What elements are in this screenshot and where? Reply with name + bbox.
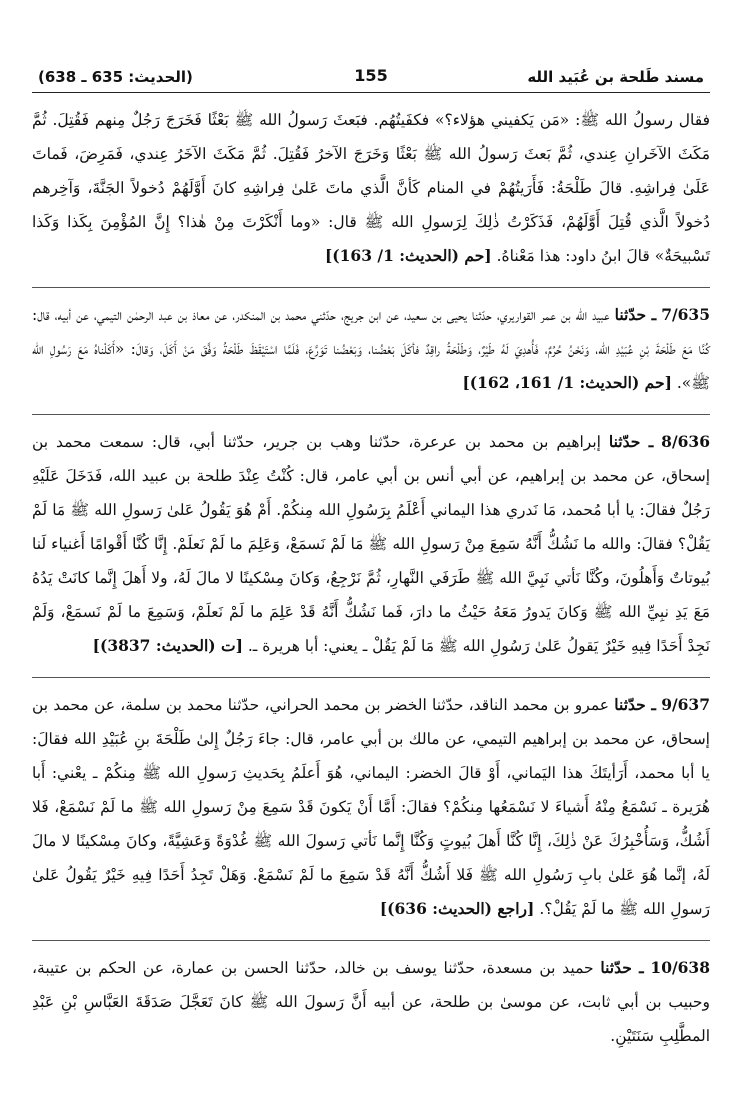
hadith-number: 10/638 <box>650 958 710 977</box>
hadith-entry-635 <box>32 287 710 400</box>
hadith-number: 7/635 <box>661 305 711 324</box>
hadith-number: 8/636 <box>661 432 710 451</box>
hadith-number: 9/637 <box>661 695 711 714</box>
hadith-text: عمرو بن محمد الناقد، حدّثنا الخضر بن محمد الحراني، حدّثنا محمد بن سلمة، عن محمد بن إسحاق، عن محمد بن إبراهيم التيمي، عن مالك بن أبي عامر، قال: جاءَ رَجُلٌ إِلىٰ طَلْحَةَ بنِ عُبَيْدِ الله فقالَ: يا أبا محمد، أَرَأيتَكَ هذا اليَماني، أَوْ قالَ الخضر: اليماني، هُوَ أَعلَمُ بِحَديثِ رَسولِ الله ﷺ مِنكُمْ ـ يعْني: أَبا هُرَيرة ـ نَسْمَعُ مِنْهُ أَشياءَ لا نَسْمَعُها مِنكُمْ؟ فقالَ: أَمَّا أَنْ يَكونَ قَدْ سَمِعَ مِنْ رَسولِ الله ﷺ ما لَمْ نَسْمَعْ، فَلا أَشُكُّ، وَسَأُخْبِرُكَ عَنْ ذٰلِكَ، إِنَّا كُنَّا أَهلَ بُيوتٍ وَكُنَّا إِنَّما نَأتي رَسولَ الله ﷺ غُدْوَةً وَعَشِيَّةً، وكانَ مِسْكينًا لا مالَ لَهُ، إنَّما هُوَ عَلىٰ بابِ رَسُولِ الله ﷺ فَلا أَشُكُّ أَنَّهُ قَدْ سَمِعَ ما لَمْ نَسْمَعْ. وَهَلْ تَجِدُ أَحَدًا فِيهِ خَيْرٌ يَقُولُ عَلىٰ رَسولِ الله ﷺ ما لَمْ يَقُلْ؟. <box>32 696 710 918</box>
intro-continuation <box>32 103 710 273</box>
page-header <box>32 62 710 93</box>
narration-lead: ـ حدّثنا <box>600 958 644 977</box>
hadith-text: إبراهيم بن محمد بن عرعرة، حدّثنا وهب بن جرير، حدّثنا أبي، قال: سمعت محمد بن إسحاق، عن محمد بن إبراهيم، عن أبي أنس بن أبي عامر، قال: كُنْتُ عِنْدَ طلحة بن عبيد الله، فَدَخَلَ عَلَيْهِ رَجُلٌ فقالَ: يا أبا مُحمد، مَا نَدري هذا اليماني أَعْلَمُ بِرَسُولِ الله مِنكُمْ. أَمْ هُوَ يَقُولُ عَلىٰ رَسولِ الله ﷺ مَا لَمْ يَقُلْ؟ فقالَ: والله ما نَشُكُّ أَنَّهُ سَمِعَ مِنْ رَسولِ الله ﷺ مَا لَمْ نَسمَعْ، وَعَلِمَ ما لَمْ نَعلَمْ. إِنَّا كُنَّا أَقْوامًا أَغنياء لَنا بُيوتاتٌ وَأَهلُونَ، وكُنَّا نَأتي نَبِيَّ الله ﷺ طَرَفَي النَّهارِ، ثُمَّ نَرْجِعُ، وَكانَ مِسْكينًا لا مالَ لَهُ، ولا أَهلَ إِنَّما كانَتْ يَدُهُ مَعَ يَدِ نبِيِّ الله ﷺ وَكانَ يَدورُ مَعَهُ حَيْثُ ما دارَ، فَما نَشُكُّ أَنَّهُ قَدْ عَلِمَ ما لَمْ نَعلَمْ، وَسَمِعَ ما لَمْ نَسمَعْ، وَلَمْ نَجِدْ أَحَدًا فِيهِ خَيْرٌ يَقولُ عَلىٰ رَسُولِ الله ﷺ مَا لَمْ يَقُلْ ـ يعني: أبا هريرة ـ. <box>32 433 710 655</box>
hadith-entry-638 <box>32 940 710 1053</box>
page-number: 155 <box>354 66 388 85</box>
hadith-reference: [ت (الحديث: 3837)] <box>92 636 243 655</box>
paragraph <box>32 298 710 400</box>
narration-lead: ـ حدّثنا <box>614 305 657 324</box>
narration-lead: ـ حدّثنا <box>608 432 654 451</box>
hadith-reference: [راجع (الحديث: 636)] <box>379 899 535 918</box>
paragraph <box>32 951 710 1053</box>
hadith-text: حميد بن مسعدة، حدّثنا يوسف بن خالد، حدّثنا الحسن بن عمارة، عن الحكم بن عتيبة، وحبيب بن أبي ثابت، عن موسىٰ بن طلحة، عن أبيه أَنَّ رَسولَ الله ﷺ كانَ تَعَجَّلَ صَدَقَةَ العَبَّاسِ بْنِ عَبْدِ المطَّلِبِ سَنَتَيْنِ. <box>32 959 710 1045</box>
paragraph <box>32 688 710 926</box>
hadith-entry-637 <box>32 677 710 926</box>
hadith-entry-636 <box>32 414 710 663</box>
hadith-reference: [حم (الحديث: 1/ 161، 162)] <box>462 373 672 392</box>
hadith-text: عبيد الله بن عمر القواريري، حدّثنا يحيى بن سعيد، عن ابن جريج، حدّثني محمد بن المنكدر، عن معاذ بن عبد الرحمٰن التيمي، عن أبيه، قال: كُنَّا مَعَ طَلْحَةَ بْنِ عُبَيْدِ الله، وَنَحْنُ حُرُمٌ، فَأُهدِيَ لَهُ طَيْرٌ، وَطَلْحَةُ راقِدٌ فأكَلَ بَعْضُنا، وَبَعْضُنا تَوَرَّعَ، فَلَمَّا اسْتَيْقَظَ طَلْحَةُ وَفَّقَ مَنْ أَكَلَ، وَقالَ: «أَكَلْناهُ مَعَ رَسُولِ الله ﷺ». <box>32 306 710 392</box>
hadith-range: (الحديث: 635 ـ 638) <box>38 68 193 86</box>
paragraph <box>32 425 710 663</box>
hadith-reference: [حم (الحديث: 1/ 163)] <box>324 246 492 265</box>
paragraph <box>32 103 710 273</box>
running-title: مسند طَلحة بن عُبَيد الله <box>527 68 704 86</box>
narration-lead: ـ حدّثنا <box>614 695 656 714</box>
hadith-text: فقال رسولُ الله ﷺ: «مَن يَكفيني هؤلاء؟» فكفَيتُهُم. فبَعثَ رَسولُ الله ﷺ بَعْثًا فَخَرَجَ رَجُلٌ مِنهم فَقُتِلَ. ثُمَّ مَكَثَ الآخَرانِ عِندي، ثُمَّ بَعثَ رَسولُ الله ﷺ بَعْثًا وَخَرَجَ الآخرُ فَقُتِلَ. ثُمَّ مَكَثَ الآخَرُ عِندي، فَمَرِضَ، فَماتَ عَلَىٰ فِراشِهِ. قالَ طَلْحَةُ: فَأَرَيتُهُمْ في المنام كَأنَّ الَّذي ماتَ عَلىٰ فِراشِهِ كانَ أَوَّلَهُمْ دُخولاً الجَنَّةَ، وَآخِرهم دُخولاً الَّذي قُتِلَ أَوَّلَهُمْ، فَذَكَرْتُ ذٰلِكَ لِرَسولِ الله ﷺ قال: «وما أَنْكَرْتَ مِنْ هٰذا؟ إِنَّ المُؤْمِنَ بِكَذا وَكَذا تَسْبيحَةٌ» قالَ ابنُ داود: هذا مَعْناهُ. <box>32 111 710 265</box>
